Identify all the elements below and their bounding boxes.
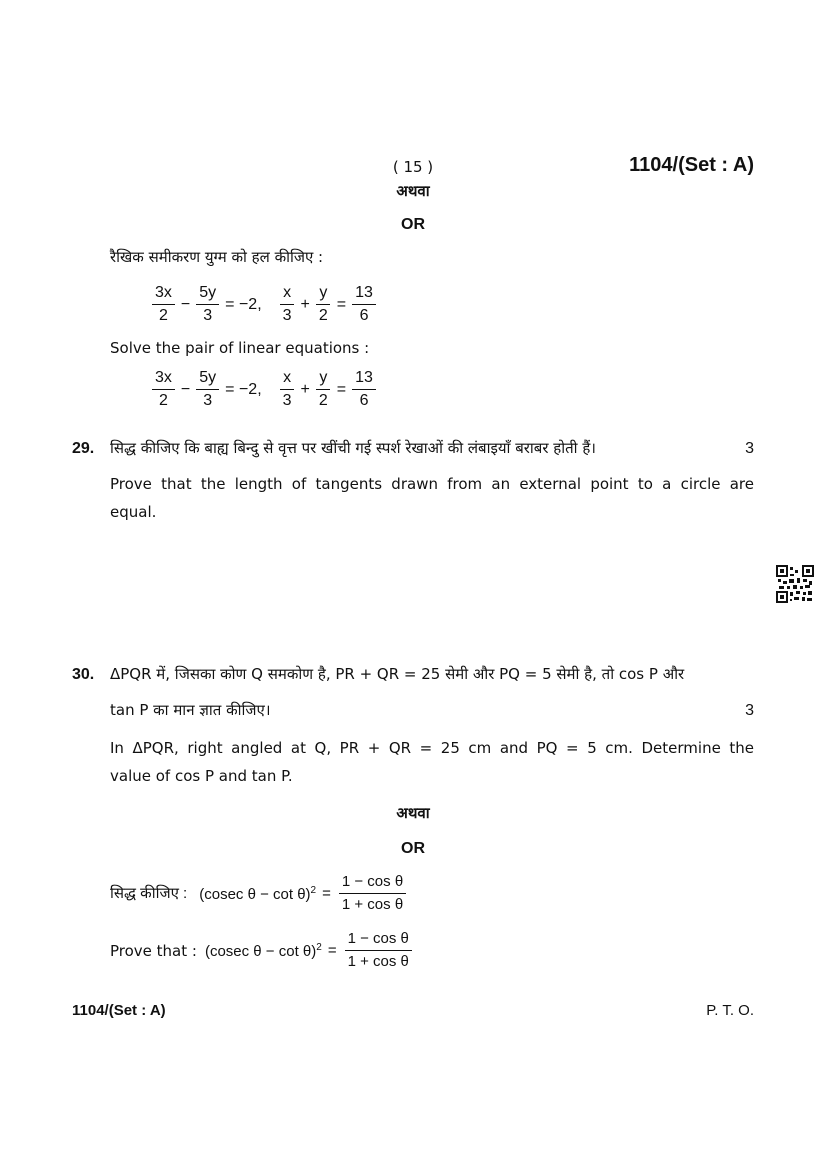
- please-turn-over: P. T. O.: [706, 1002, 754, 1019]
- q29-marks: 3: [745, 440, 754, 457]
- paper-code-footer: 1104/(Set : A): [72, 1002, 166, 1019]
- qr-code-icon: [776, 565, 814, 603]
- fraction: $\frac{13}{6}$: [352, 283, 376, 326]
- q30-hindi-line-1: ΔPQR में, जिसका कोण Q समकोण है, PR + QR = 25 सेमी और PQ = 5 सेमी है, तो cos P और: [110, 665, 685, 683]
- or-hindi-2: अथवा: [396, 804, 430, 822]
- fraction: $\frac{y}{2}$: [316, 283, 331, 326]
- prove-label-english: Prove that :: [110, 941, 197, 960]
- identity-lhs: (cosec θ − cot θ)$^2$: [199, 884, 317, 903]
- fraction: $\frac{y}{2}$: [316, 368, 331, 411]
- identity-rhs-fraction: $\frac{\text{1 − cos θ}}{\text{1 + cos θ}}$: [339, 872, 406, 915]
- question-number-30: 30.: [72, 666, 95, 683]
- identity-lhs: (cosec θ − cot θ)$^2$: [204, 941, 322, 960]
- or-english: OR: [401, 216, 425, 233]
- q29-english-line-2: equal.: [110, 503, 157, 521]
- q28-english-instruction: Solve the pair of linear equations :: [110, 339, 370, 357]
- question-number-29: 29.: [72, 440, 95, 457]
- q28-hindi-instruction: रैखिक समीकरण युग्म को हल कीजिए :: [110, 248, 324, 266]
- fraction: $\frac{x}{3}$: [280, 368, 295, 411]
- equation-pair-2: $\frac{3x}{2}$ − $\frac{5y}{3}$ = −2, $\frac{x}{3}$ + $\frac{y}{2}$ = $\frac{13}{6}$: [150, 368, 378, 411]
- identity-rhs-fraction: $\frac{\text{1 − cos θ}}{\text{1 + cos θ}}$: [345, 929, 412, 972]
- q30-english-line-1: In ΔPQR, right angled at Q, PR + QR = 25 cm and PQ = 5 cm. Determine the: [110, 739, 754, 757]
- prove-identity-hindi: सिद्ध कीजिए : (cosec θ − cot θ)$^2$ = $\frac{\text{1 − cos θ}}{\text{1 + cos θ}}$: [110, 872, 408, 915]
- q30-marks: 3: [745, 702, 754, 719]
- paper-code-header: 1104/(Set : A): [629, 154, 754, 176]
- equation-pair-1: $\frac{3x}{2}$ − $\frac{5y}{3}$ = −2, $\frac{x}{3}$ + $\frac{y}{2}$ = $\frac{13}{6}$: [150, 283, 378, 326]
- fraction: $\frac{13}{6}$: [352, 368, 376, 411]
- q30-hindi-line-2: tan P का मान ज्ञात कीजिए।: [110, 701, 271, 719]
- q29-hindi-text: सिद्ध कीजिए कि बाह्य बिन्दु से वृत्त पर खींची गई स्पर्श रेखाओं की लंबाइयाँ बराबर होती हैं।: [110, 439, 596, 457]
- prove-identity-english: Prove that : (cosec θ − cot θ)$^2$ = $\frac{\text{1 − cos θ}}{\text{1 + cos θ}}$: [110, 929, 414, 972]
- q29-english-line-1: Prove that the length of tangents drawn from an external point to a circle are: [110, 475, 754, 493]
- fraction: $\frac{3x}{2}$: [152, 368, 175, 411]
- fraction: $\frac{x}{3}$: [280, 283, 295, 326]
- or-english-2: OR: [401, 840, 425, 857]
- fraction: $\frac{5y}{3}$: [196, 283, 219, 326]
- prove-label-hindi: सिद्ध कीजिए :: [110, 884, 188, 902]
- or-hindi: अथवा: [396, 182, 430, 200]
- fraction: $\frac{5y}{3}$: [196, 368, 219, 411]
- fraction: $\frac{3x}{2}$: [152, 283, 175, 326]
- q30-english-line-2: value of cos P and tan P.: [110, 767, 293, 785]
- page-number: ( 15 ): [392, 158, 434, 176]
